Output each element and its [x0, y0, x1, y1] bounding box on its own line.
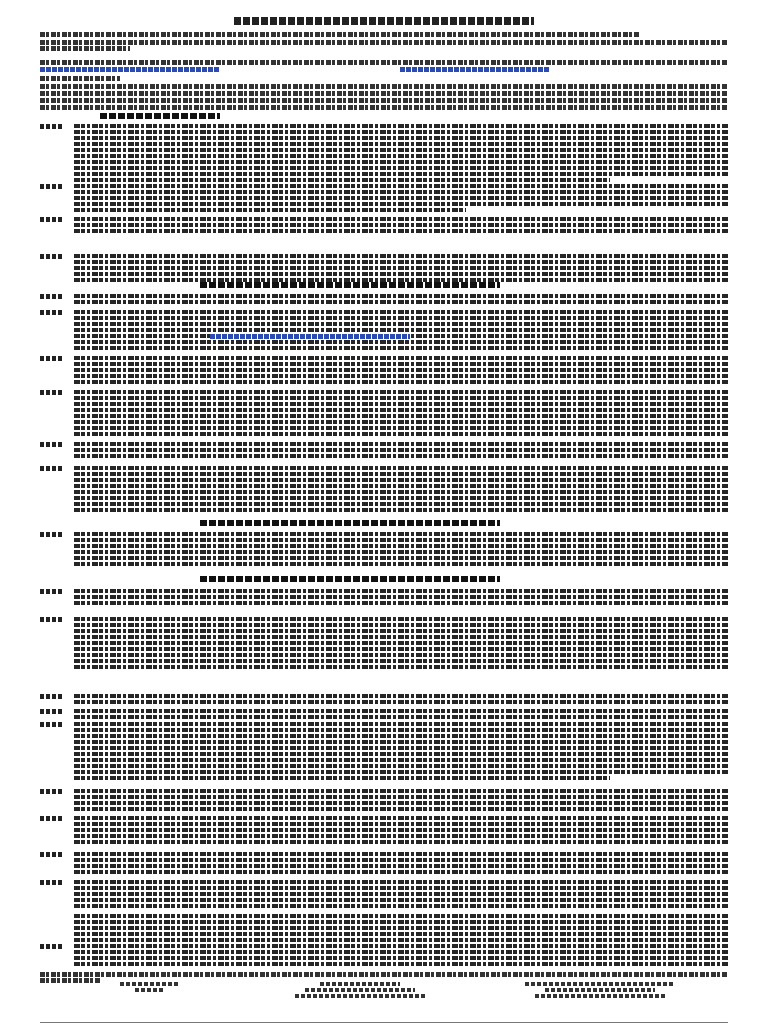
- clause-paragraph: [74, 789, 728, 813]
- document-header-line: [40, 84, 728, 89]
- document-subtitle-line: [40, 32, 640, 37]
- header-link[interactable]: [40, 67, 220, 72]
- clause-paragraph: [74, 310, 728, 352]
- document-header-line: [40, 60, 728, 65]
- signature-block: [510, 982, 690, 1000]
- signature-block: [80, 982, 220, 994]
- clause-number: [40, 789, 64, 794]
- clause-number: [40, 816, 64, 821]
- clause-number: [40, 880, 64, 885]
- clause-paragraph: [74, 184, 728, 214]
- section-subheading: [200, 520, 500, 526]
- clause-paragraph: [74, 914, 728, 968]
- clause-paragraph: [74, 356, 728, 386]
- clause-paragraph: [74, 589, 728, 607]
- clause-number: [40, 124, 64, 129]
- clause-paragraph: [74, 254, 728, 284]
- document-header-line: [40, 105, 728, 110]
- clause-number: [40, 310, 64, 315]
- document-title: [40, 14, 728, 28]
- clause-paragraph: [74, 124, 728, 184]
- clause-paragraph: [74, 294, 728, 306]
- bottom-rule: [40, 1022, 728, 1023]
- clause-number: [40, 466, 64, 471]
- clause-paragraph: [74, 816, 728, 846]
- document-title-placeholder: [234, 17, 534, 25]
- clause-paragraph: [74, 442, 728, 460]
- clause-number: [40, 532, 64, 537]
- clause-paragraph: [74, 709, 728, 721]
- clause-paragraph: [74, 532, 728, 568]
- clause-number: [40, 852, 64, 857]
- section-subheading: [200, 576, 500, 582]
- clause-paragraph: [74, 722, 728, 782]
- clause-paragraph: [74, 694, 728, 706]
- header-link[interactable]: [400, 67, 550, 72]
- section-heading: [100, 113, 220, 119]
- clause-paragraph: [74, 852, 728, 876]
- clause-number: [40, 722, 64, 727]
- closing-line: [40, 972, 728, 977]
- clause-number: [40, 589, 64, 594]
- clause-paragraph: [74, 466, 728, 514]
- document-header-line: [40, 40, 728, 45]
- clause-paragraph: [74, 880, 728, 910]
- document-page: [40, 14, 728, 1010]
- document-header-line: [40, 98, 728, 103]
- clause-number: [40, 254, 64, 259]
- section-subheading: [200, 282, 500, 288]
- clause-number: [40, 356, 64, 361]
- clause-paragraph: [74, 617, 728, 671]
- clause-number: [40, 442, 64, 447]
- clause-number: [40, 944, 64, 949]
- clause-number: [40, 294, 64, 299]
- clause-paragraph: [74, 390, 728, 438]
- document-header-line: [40, 91, 728, 96]
- clause-number: [40, 617, 64, 622]
- document-header-line: [40, 76, 120, 81]
- clause-number: [40, 217, 64, 222]
- clause-number: [40, 184, 64, 189]
- clause-number: [40, 694, 64, 699]
- paragraph-link[interactable]: [210, 334, 410, 339]
- document-header-line: [40, 46, 130, 51]
- clause-paragraph: [74, 217, 728, 235]
- clause-number: [40, 390, 64, 395]
- clause-number: [40, 709, 64, 714]
- signature-block: [280, 982, 440, 1000]
